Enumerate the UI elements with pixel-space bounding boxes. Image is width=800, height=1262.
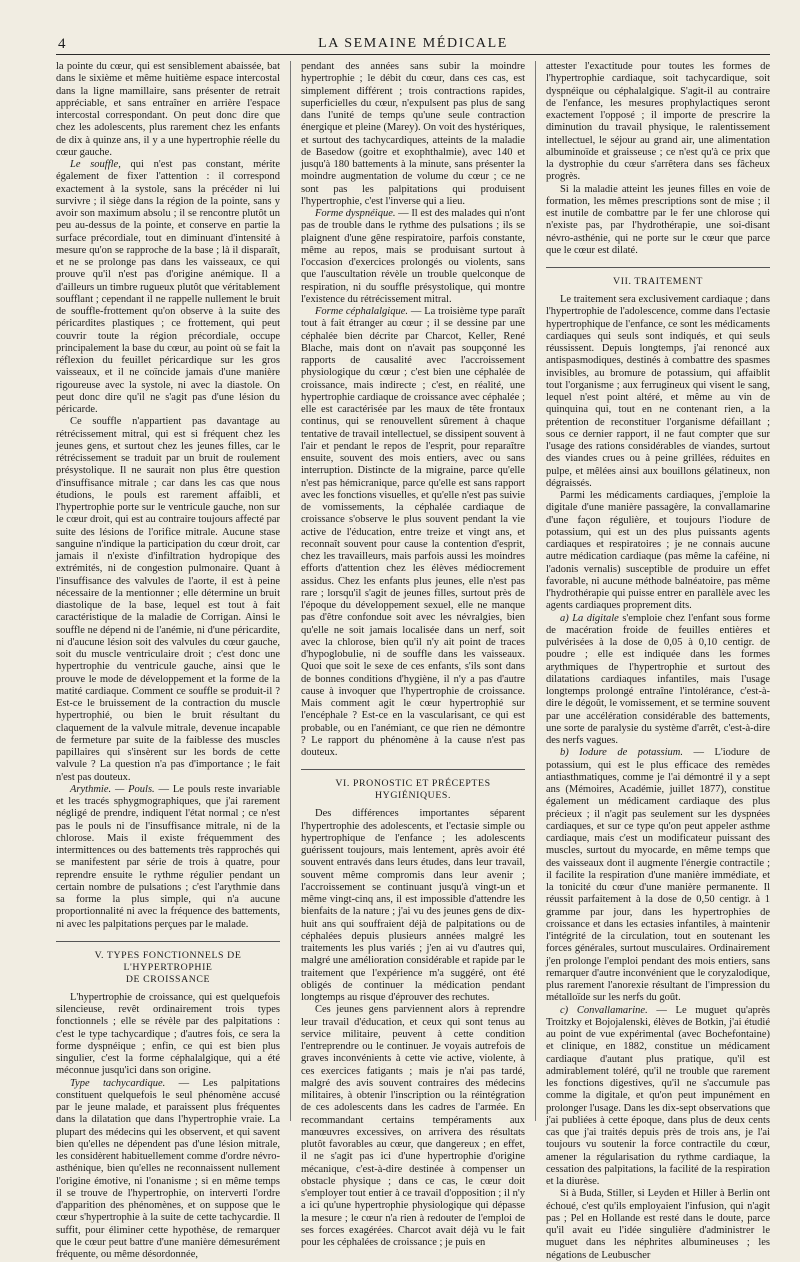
paragraph: L'hypertrophie de croissance, qui est quelquefois silencieuse, revêt ordinairement trois types fonctionnels ; elle se révèle par des palpitations : c'est le type tachycardique ; d'autres fois, ce sera la forme dyspnéique ; enfin, ce qui est bien plus singulier, c'est la forme céphalalgique, qui a été méconnue jusqu'ici dans son origine. [56, 991, 280, 1077]
paragraph: attester l'exactitude pour toutes les formes de l'hypertrophie cardiaque, soit tachycardique, soit dyspnéique ou céphalalgique. S'agit-il au contraire de l'enfance, les mesures prophylactiques seront exactement l'opposé ; il importe de prescrire la diminution du travail physique, le ralentissement intellectuel, le séjour au grand air, une alimentation albuminoïde et graisseuse ; ce n'est qu'à ce prix que la dystrophie du cœur s'arrêtera dans ses fâcheux progrès. [546, 61, 770, 183]
paragraph [56, 159, 280, 416]
paragraph-text: s'emploie chez l'enfant sous forme de macération froide de feuilles entières et pulvérisées à la dose de 0,05 à 0,10 centigr. de poudre ; elle est indiquée dans les formes arythmiques de l'hypertrophie et surtout des dilatations cardiaques infantiles, mais l'usage longtemps prolongé entraîne l'intolérance, c'est-à-dire le dégoût, le vomissement, et se termine souvent par une accélération considérable des battements, une sorte de paralysie du système d'arrêt, c'est-à-dire des nerfs vagues. [546, 612, 770, 746]
inline-heading: Forme dyspnéique. [315, 208, 396, 219]
inline-heading: Forme céphalalgique. [315, 306, 408, 317]
paragraph [301, 306, 525, 759]
paragraph: Parmi les médicaments cardiaques, j'emploie la digitale d'une manière passagère, la convallamarine d'une façon régulière, et toujours l'iodure de potassium, qui est un des plus puissants agents cardiaques et respiratoires ; je ne connais aucune autre médication cardiaque (pas même la caféine, ni l'adonis vernalis) susceptible de produire un effet favorable, ni aucune méthode balnéatoire, pas même l'hydrothérapie qui puisse entrer en parallèle avec les agents cardiaques proprement dits. [546, 490, 770, 612]
paragraph [546, 613, 770, 748]
section-heading-line: V. TYPES FONCTIONNELS DE L'HYPERTROPHIE [94, 949, 242, 973]
paragraph [56, 784, 280, 931]
paragraph-text: qui n'est pas constant, mérite également de fixer l'attention : il correspond exactement à la systole, sans la précéder ni lui survivre ; il siège dans la région de la pointe, sans y avoir son maximum absolu ; il se rencontre plutôt un peu au-dessus de la pointe, et conserve en partie la surface précordiale, tout en diminuant d'intensité à mesure qu'on se rapproche de la base ; là il disparaît, et ne se prolonge pas dans les vaisseaux, ce qui prouve qu'il n'est pas d'origine anémique. Il a d'ailleurs un timbre rugueux plutôt que véritablement soufflant ; cependant il ne rappelle nullement le bruit de souffle-frottement qu'on observe à la suite des péricardites plastiques ; ce frottement, qui peut couvrir toute la région précordiale, occupe principalement la base du cœur, au point où se fait la réflexion du feuillet péricardique sur les gros vaisseaux, et il ne coïncide jamais d'une manière rigoureuse avec la systole, ni avec la diastole. On peut donc dire qu'il ne s'agit pas d'une lésion du péricarde. [56, 159, 280, 415]
text-columns [56, 61, 770, 1261]
page-header [56, 30, 770, 55]
column-divider [290, 61, 291, 1121]
paragraph: Si la maladie atteint les jeunes filles en voie de formation, les mêmes prescriptions sont de mise ; il est inutile de combattre par le fer une chlorose qui n'existe pas, par l'hydrothérapie, une soi-disant névro-asthénie, qui ne porte sur le cœur que parce que le cœur est dilaté. [546, 183, 770, 256]
paragraph: Des différences importantes séparent l'hypertrophie des adolescents, et l'ectasie simple ou hypertrophique de l'enfance ; les adolescents guérissent toujours, mais lentement, après avoir été souvent entravés dans leurs études, dans leur travail, souvent même compromis dans leur avenir ; l'accroissement se continuant jusqu'à vingt-un et même vingt-cinq ans, il est impossible d'attendre les bienfaits de la nature ; j'ai vu des jeunes gens de dix-huit ans qui souffraient déjà de palpitations ou de céphalées depuis plusieurs années malgré les traitements les plus variés ; j'en ai vu d'autres qui, malgré une amélioration considérable et rapide par le traitement que l'expérience m'a suggéré, ont été obligés de continuer la médication pendant longtemps au risque d'éprouver des rechutes. [301, 808, 525, 1003]
section-heading [56, 941, 280, 986]
inline-heading: c) Convallamarine. [560, 1004, 648, 1016]
paragraph-text: — Le pouls reste invariable et les tracés sphygmographiques, que j'ai rarement négligé de prendre, indiquent l'état normal ; ce n'est pas le pouls ni de l'insuffisance mitrale, ni de la chlorose. Mais il existe fréquemment des intermittences ou des battements très rapprochés qui se manifestent par série de trois à quatre, pour reprendre ensuite le rythme régulier pendant un certain nombre de pulsations ; c'est l'arythmie dans sa forme la plus simple, qui n'a aucune proportionnalité ni avec la fréquence des battements, ni avec les palpitations perçues par le malade. [56, 783, 280, 930]
inline-heading: a) La digitale [560, 612, 619, 624]
paragraph [546, 1005, 770, 1189]
paragraph [546, 747, 770, 1004]
column-divider [535, 61, 536, 1121]
inline-heading: Arythmie. — Pouls. [70, 783, 155, 795]
paragraph: pendant des années sans subir la moindre hypertrophie ; le débit du cœur, dans ces cas, est simplement différent ; trois contractions rapides, superficielles du cœur, n'expulsent pas plus de sang dans l'unité de temps qu'une seule contraction énergique et pleine (Marey). On voit des hystériques, et surtout des tachycardiques, atteints de la maladie de Basedow (goitre et exophthalmie), avec 140 et jusqu'à 180 battements à la minute, sans présenter la moindre augmentation de volume du cœur ; ce ne sont pas les palpitations qui produisent l'hypertrophie, c'est l'inverse qui a lieu. [301, 61, 525, 207]
column-1 [56, 61, 281, 1260]
inline-heading: Le souffle, [70, 159, 121, 170]
inline-heading: Type tachycardique. [70, 1077, 166, 1089]
paragraph: la pointe du cœur, qui est sensiblement abaissée, bat dans le sixième et même huitième espace intercostal dans la ligne mamillaire, sans présenter de retrait appréciable, et sans entraîner en arrière l'espace intercostal correspondant. On peut donc dire que chez les adolescents, plus rarement chez les enfants de dix à quinze ans, il y a une hypertrophie réelle du cœur gauche. [56, 61, 280, 158]
paragraph-text: — La troisième type paraît tout à fait étranger au cœur ; il se dessine par une céphalée bien décrite par Charcot, Keller, René Blache, mais dont on n'avait pas soupçonné les rapports de causalité avec l'accroissement physiologique du cœur ; c'est bien une céphalée de croissance, mais indirecte ; c'est, en réalité, une hypertrophie cardiaque de croissance avec céphalée ; elle est caractérisée par les maux de tête frontaux continus, qui se renouvellent sûrement à chaque tentative de travail intellectuel, se dissipent souvent à l'air et pendant le repos de l'esprit, pour reparaître ensuite, souvent des mois entiers, avec ou sans interruption. Distincte de la migraine, parce qu'elle n'est pas hémicranique, parce qu'elle est sans rapport avec les fonctions visuelles, et qu'elle n'est pas suivie de vomissements, la céphalée cardiaque de croissance s'observe le plus souvent pendant la vie active de l'éducation, entre treize et vingt ans, et reconnaît souvent pour cause la contention d'esprit, chez les travailleurs, mais parfois aussi les moindres efforts d'attention chez les élèves médiocrement assidus. Chez les enfants plus jeunes, elle n'est pas rare ; lorsqu'il s'agit de jeunes filles, surtout près de l'époque du développement sexuel, elle ne manque pas d'être confondue soit avec les névralgies, bien qu'elle ne soit jamais localisée dans un nerf, soit avec la chlorose, bien qu'il n'y ait point de traces d'hypoglobulie, ni de souffle dans les vaisseaux. Quoi que soit le sexe de ces enfants, s'ils sont dans de bonnes conditions d'hygiène, il n'y a pas d'autre cause à invoquer que l'hypertrophie de croissance. Mais comment agit le cœur hypertrophié sur l'encéphale ? Est-ce en la vascularisant, ce qui est probable, ou en l'anémiant, ce que rien ne démontre ? Le rapport du phénomène à la cause n'est pas douteux. [301, 306, 525, 758]
inline-heading: b) Iodure de potassium. [560, 747, 683, 759]
paragraph-text: — Il est des malades qui n'ont pas de trouble dans le rythme des pulsations ; ils se plaignent d'une gêne respiratoire, parfois constante, même au repos, mais se produisant surtout à l'occasion d'exercices prolongés ou violents, sans que l'auscultation révèle un trouble quelconque de respiration, ni du souffle présystolique, qui montre l'existence du rétrécissement mitral. [301, 208, 526, 305]
paragraph [301, 208, 525, 306]
section-heading-line: DE CROISSANCE [125, 973, 211, 985]
running-title: LA SEMAINE MÉDICALE [318, 36, 508, 51]
paragraph-text: — Les palpitations constituent quelquefois le seul phénomène accusé par le jeune malade, et paraissent plus fréquentes dans la dilatation que dans l'hypertrophie vraie. La plupart des médecins qui les observent, et qui savent bien qu'elles ne dépendent pas d'une lésion mitrale, les considèrent habituellement comme d'ordre névro-asthénique, bien qu'elles ne reconnaissent nullement l'origine émotive, ni l'onanisme ; si en même temps il se trouve de l'hypertrophie, on interverti l'ordre d'apparition des phénomènes, et on suppose que le cœur s'hypertrophie à la suite de cette tachycardie. Il suffit, pour éliminer cette hypothèse, de remarquer que le cœur peut battre d'une manière démesurément fréquente, ou même désordonnée, [56, 1077, 280, 1260]
paragraph-text: — Le muguet qu'après Troitzky et Bojojalenski, élèves de Botkin, j'ai étudié au point de vue expérimental (avec Bochefontaine) et clinique, en 1882, constitue un médicament cardiaque d'autant plus pratique, qu'il est admirablement toléré, qu'il ne trouble que rarement les fonctions digestives, qu'il ne s'accumule pas comme la digitale, et qu'on peut impunément en prolonger l'usage. Dans les dix-sept observations que j'ai publiées à cette époque, dans plus de deux cents cas que j'ai traités depuis près de trois ans, je l'ai toujours vu soutenir la force contractile du cœur, amener la régularisation du rythme cardiaque, la cessation des palpitations, la facilité de la respiration et la diurèse. [546, 1004, 770, 1187]
paragraph [56, 1078, 280, 1262]
paragraph: Ces jeunes gens parviennent alors à reprendre leur travail d'éducation, et ceux qui sont tenus au service militaire, peuvent à cette condition l'entreprendre ou le continuer. Je voyais autrefois de graves inconvénients à cette vie active, violente, à ces exercices fatigants ; mais je n'ai pas tardé, malgré des avis souvent contraires des médecins militaires, à obtenir l'inscription ou la réintégration de ces adolescents dans les cadres de l'armée. En recommandant certains tempéraments aux manœuvres excessives, on arrivera des résultats plutôt favorables au cœur, que dangereux ; en effet, il ne s'agit pas ici d'une hypertrophie d'origine mécanique, c'est-à-dire destinée à compenser un obstacle physique ; dans ce cas, le cœur doit s'employer tout entier à ce travail d'opposition ; il n'y a ici qu'une hypertrophie physiologique qui dépasse la mesure ; le cœur n'a rien à redouter de l'emploi de ses forces exagérées. Charcot avait déjà vu le fait pour les céphalées de croissance ; je puis en [301, 1004, 525, 1248]
paragraph: Le traitement sera exclusivement cardiaque ; dans l'hypertrophie de l'adolescence, comme dans l'ectasie hypertrophique de l'enfance, ce sont les médicaments cardiaques qui seuls sont indiqués, et qui seuls réussissent. Depuis longtemps, j'ai renoncé aux antispasmodiques, destinés à combattre des spasmes invisibles, au bromure de potassium, qui affaiblit tout l'organisme ; aux ferrugineux qui visent le sang, lequel n'est point altéré, et même au vin de quinquina qui, tout en ne contenant rien, a la prétention de reconstituer l'organisme défaillant ; sous ce dernier rapport, il ne faut compter que sur l'usage des rations considérables de viandes, surtout des viandes crues ou à peine grillées, réduites en pulpe, et mêlées ainsi aux bouillons gélatineux, non dégraissés. [546, 294, 770, 489]
paragraph: Si à Buda, Stiller, si Leyden et Hiller à Berlin ont échoué, c'est qu'ils employaient l'infusion, qui n'agit pas ; Pel en Hollande est resté dans le doute, parce qu'il avait eu l'idée singulière d'administrer le muguet dans les néphrites albumineuses ; les négations de Leubuscher [546, 1188, 770, 1261]
paragraph: Ce souffle n'appartient pas davantage au rétrécissement mitral, qui est si fréquent chez les jeunes gens, et surtout chez les jeunes filles, car le rétrécissement se traduit par un bruit de roulement présystolique. Il ne saurait non plus être question d'insuffisance mitrale ; car dans les cas que nous étudions, le pouls est rarement affaibli, et l'hypertrophie porte sur le ventricule gauche, non sur le cœur droit, qui est au contraire toujours affecté par suite des lésions de l'orifice mitrale. Aucune stase sanguine n'indique la participation du cœur droit, car jamais il n'existe d'infiltration hydropique des extrémités, ni de congestion pulmonaire. Quant à l'insuffisance des valvules de l'aorte, il est à peine nécessaire de la mentionner ; elle détermine un bruit diastolique de la base, lequel est tout à fait caractéristique de la maladie de Corrigan. Ainsi le souffle ne dépend ni de l'anémie, ni d'une péricardite, ni d'aucune lésion soit des valvules du cœur gauche, soit du muscle ventriculaire droit ; c'est donc une hypertrophie du ventricule gauche, ainsi que le prouve le mode de développement et la forme de la matité cardiaque. Comment ce souffle se produit-il ? Est-ce le bruissement de la contraction du muscle hypertrophié, ou bien le bruit résultant du claquement de la valvule mitrale, devenue incapable de fermeture par suite de la faiblesse des muscles papillaires qui s'insèrent sur les bords de cette valvule ? La question n'a pas d'importance ; le fait n'est pas douteux. [56, 416, 281, 783]
section-heading: VII. TRAITEMENT [546, 267, 770, 288]
section-heading: VI. PRONOSTIC ET PRÉCEPTES HYGIÉNIQUES. [301, 769, 525, 802]
paragraph-text: — L'iodure de potassium, qui est le plus efficace des remèdes antiasthmatiques, comme je l'ai démontré il y a sept ans (Mémoires, Académie, juillet 1877), constitue également un médicament cardiaque des plus précieux ; il n'agit pas seulement sur les dyspnées cardiaques, et sur ce type qu'on peut appeler asthme cardiaque, mais c'est un modificateur puissant des muscles, surtout du myocarde, en même temps que des vaisseaux dont il augmente l'énergie contractile ; il facilite la respiration d'une manière immédiate, et la tonicité du cœur d'une manière permanente. Il réussit parfaitement à la dose de 0,50 centigr. à 1 gramme par jour, dans les hypertrophies de croissance et dans les ectasies infantiles, à maintenir l'intégrité de la circulation, tout en soutenant les forces générales, surtout musculaires. Ordinairement j'en prolonge l'emploi pendant des mois entiers, sans remarquer d'autre inconvénient que le coryzalodique, plus rarement l'anorexie résultant de l'impression du métalloïde sur les nerfs du goût. [546, 747, 770, 1004]
column-2 [301, 61, 526, 1248]
column-3 [546, 61, 770, 1261]
page-number: 4 [58, 36, 66, 52]
